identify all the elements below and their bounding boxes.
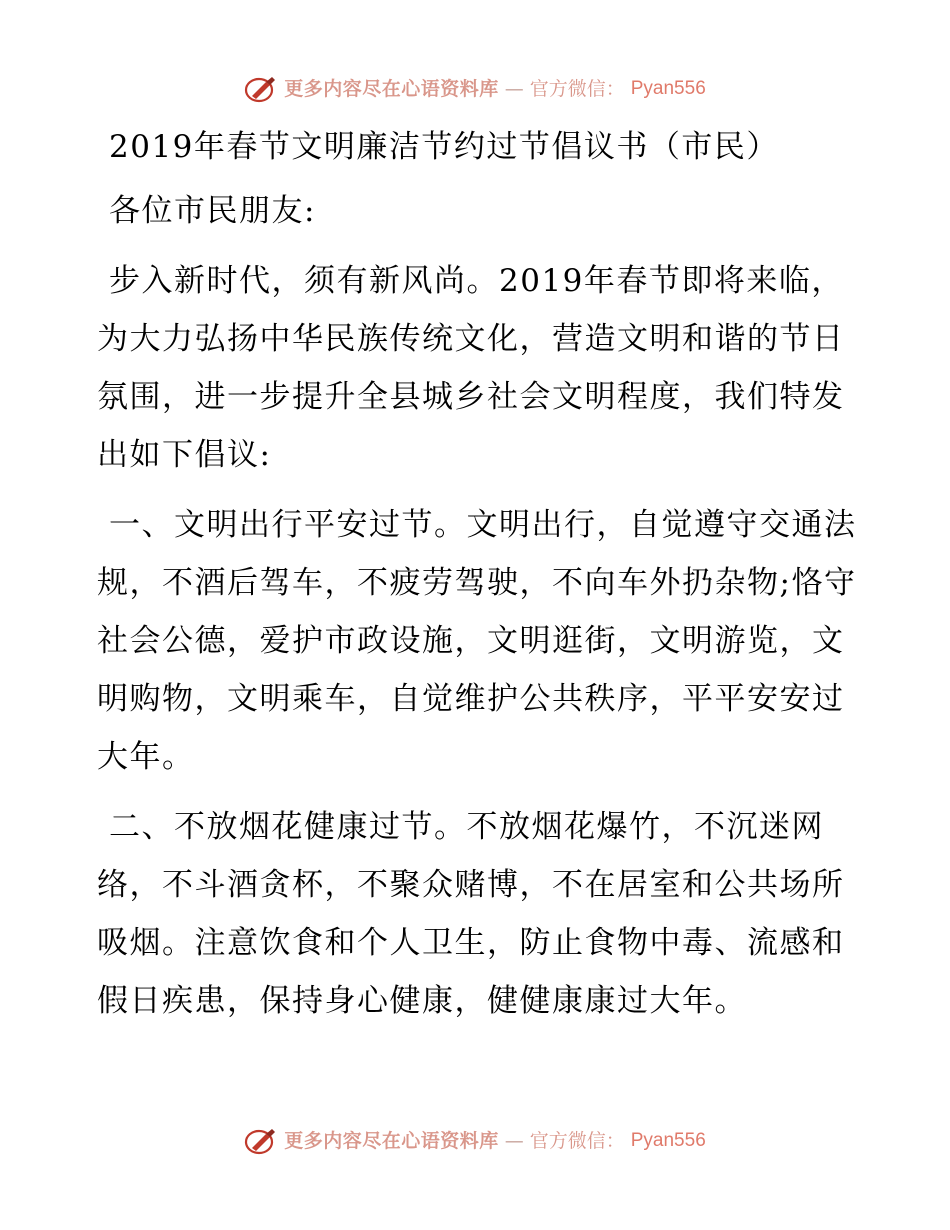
document-body xyxy=(97,122,857,1030)
paragraph-point-one: 一、文明出行平安过节。文明出行，自觉遵守交通法规，不酒后驾车，不疲劳驾驶，不向车外扔杂物;恪守社会公德，爱护市政设施，文明逛街，文明游览，文明购物，文明乘车，自觉维护公共秩序，平平安安过大年。 xyxy=(97,507,857,775)
header-watermark xyxy=(0,74,950,104)
watermark-separator: — xyxy=(504,78,524,100)
watermark-wechat-id: Pyan556 xyxy=(630,78,706,99)
paragraph-point-two: 二、不放烟花健康过节。不放烟花爆竹，不沉迷网络，不斗酒贪杯，不聚众赌博，不在居室和公共场所吸烟。注意饮食和个人卫生，防止食物中毒、流感和假日疾患，保持身心健康，健健康康过大年。 xyxy=(97,809,845,1019)
document-title: 2019年春节文明廉洁节约过节倡议书（市民） xyxy=(109,129,779,165)
footer-watermark xyxy=(0,1126,950,1156)
pen-logo-icon xyxy=(244,1126,278,1156)
watermark-label: 官方微信： xyxy=(529,78,625,100)
watermark-brand: 更多内容尽在心语资料库 xyxy=(284,78,499,100)
watermark-separator: — xyxy=(504,1130,524,1152)
watermark-wechat-id: Pyan556 xyxy=(630,1130,706,1151)
pen-logo-icon xyxy=(244,74,278,104)
salutation: 各位市民朋友: xyxy=(109,193,316,229)
watermark-label: 官方微信： xyxy=(529,1130,625,1152)
watermark-brand: 更多内容尽在心语资料库 xyxy=(284,1130,499,1152)
paragraph-intro: 步入新时代，须有新风尚。2019年春节即将来临，为大力弘扬中华民族传统文化，营造文明和谐的节日氛围，进一步提升全县城乡社会文明程度，我们特发出如下倡议: xyxy=(97,263,845,473)
